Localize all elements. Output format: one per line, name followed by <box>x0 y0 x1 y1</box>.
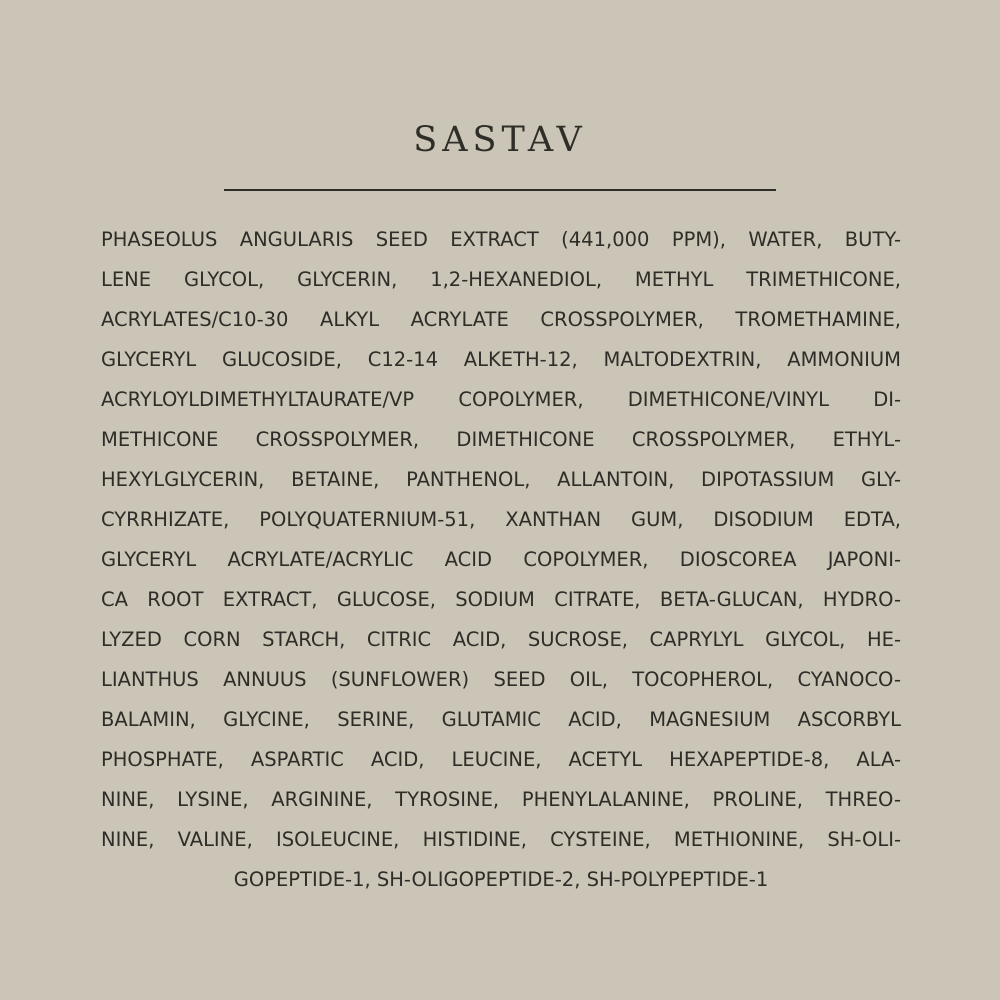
title-divider <box>224 189 776 191</box>
ingredients-list <box>101 220 901 900</box>
ingredients-line: PHASEOLUS ANGULARIS SEED EXTRACT (441,000 PPM), WATER, BUTY- <box>101 228 901 251</box>
ingredients-line: PHOSPHATE, ASPARTIC ACID, LEUCINE, ACETYL HEXAPEPTIDE-8, ALA- <box>101 748 901 771</box>
ingredients-line: GLYCERYL GLUCOSIDE, C12-14 ALKETH-12, MALTODEXTRIN, AMMONIUM <box>101 348 901 371</box>
ingredients-line: NINE, LYSINE, ARGININE, TYROSINE, PHENYLALANINE, PROLINE, THREO- <box>101 788 901 811</box>
ingredients-line: ACRYLOYLDIMETHYLTAURATE/VP COPOLYMER, DIMETHICONE/VINYL DI- <box>101 388 901 411</box>
ingredients-line: BALAMIN, GLYCINE, SERINE, GLUTAMIC ACID, MAGNESIUM ASCORBYL <box>101 708 901 731</box>
ingredients-line-last: GOPEPTIDE-1, SH-OLIGOPEPTIDE-2, SH-POLYPEPTIDE-1 <box>233 868 769 891</box>
ingredients-line: LYZED CORN STARCH, CITRIC ACID, SUCROSE, CAPRYLYL GLYCOL, HE- <box>101 628 901 651</box>
ingredients-line: METHICONE CROSSPOLYMER, DIMETHICONE CROSSPOLYMER, ETHYL- <box>101 428 901 451</box>
ingredients-line: CA ROOT EXTRACT, GLUCOSE, SODIUM CITRATE, BETA-GLUCAN, HYDRO- <box>101 588 901 611</box>
ingredients-line: HEXYLGLYCERIN, BETAINE, PANTHENOL, ALLANTOIN, DIPOTASSIUM GLY- <box>101 468 901 491</box>
ingredients-line: CYRRHIZATE, POLYQUATERNIUM-51, XANTHAN GUM, DISODIUM EDTA, <box>101 508 901 531</box>
ingredients-line: LENE GLYCOL, GLYCERIN, 1,2-HEXANEDIOL, METHYL TRIMETHICONE, <box>101 268 901 291</box>
page-title: SASTAV <box>413 120 587 160</box>
ingredients-line: GLYCERYL ACRYLATE/ACRYLIC ACID COPOLYMER, DIOSCOREA JAPONI- <box>101 548 901 571</box>
ingredients-line: NINE, VALINE, ISOLEUCINE, HISTIDINE, CYSTEINE, METHIONINE, SH-OLI- <box>101 828 901 851</box>
ingredients-line: LIANTHUS ANNUUS (SUNFLOWER) SEED OIL, TOCOPHEROL, CYANOCO- <box>101 668 901 691</box>
ingredients-line: ACRYLATES/C10-30 ALKYL ACRYLATE CROSSPOLYMER, TROMETHAMINE, <box>101 308 901 331</box>
